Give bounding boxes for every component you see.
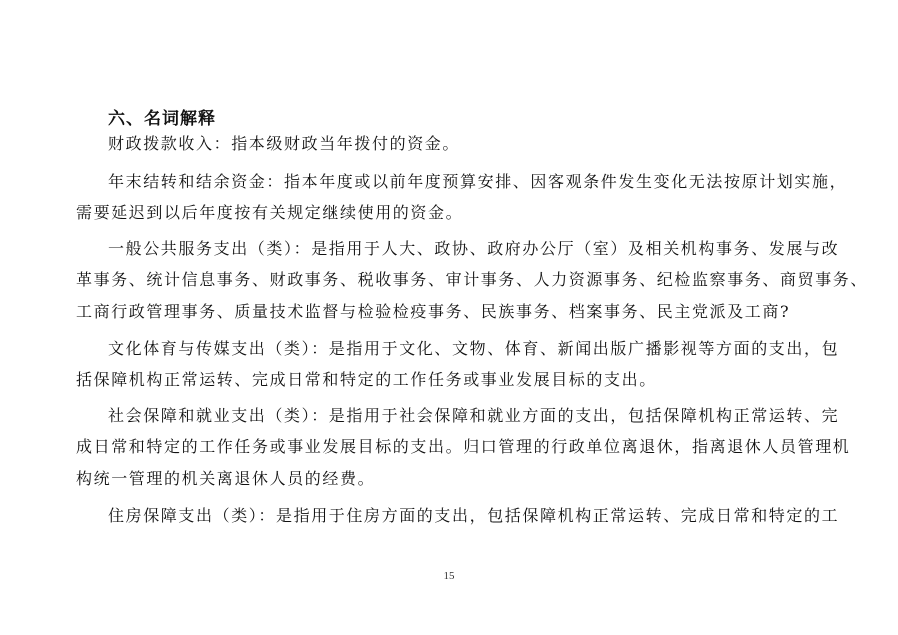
paragraph-line: 一般公共服务支出（类）：是指用于人大、政协、政府办公厅（室）及相关机构事务、发展与改 xyxy=(108,239,840,258)
paragraph-line: 成日常和特定的工作任务或事业发展目标的支出。归口管理的行政单位离退休，指离退休人员管理机 xyxy=(76,437,851,456)
paragraph-line: 括保障机构正常运转、完成日常和特定的工作任务或事业发展目标的支出。 xyxy=(76,370,657,389)
paragraph-line: 财政拨款收入：指本级财政当年拨付的资金。 xyxy=(108,134,461,153)
section-heading: 六、名词解释 xyxy=(108,109,216,129)
paragraph-line: 住房保障支出（类）：是指用于住房方面的支出，包括保障机构正常运转、完成日常和特定的工 xyxy=(108,506,840,525)
paragraph-line: 构统一管理的机关离退休人员的经费。 xyxy=(76,469,376,488)
paragraph-line: 革事务、统计信息事务、财政事务、税收事务、审计事务、人力资源事务、纪检监察事务、商贸事务、 xyxy=(76,270,869,289)
page-number: 15 xyxy=(443,570,455,582)
paragraph-line: 工商行政管理事务、质量技术监督与检验检疫事务、民族事务、档案事务、民主党派及工商? xyxy=(76,302,791,321)
paragraph-line: 需要延迟到以后年度按有关规定继续使用的资金。 xyxy=(76,203,464,222)
paragraph-line: 文化体育与传媒支出（类）：是指用于文化、文物、体育、新闻出版广播影视等方面的支出，包 xyxy=(108,339,840,358)
paragraph-line: 年末结转和结余资金：指本年度或以前年度预算安排、因客观条件发生变化无法按原计划实施， xyxy=(108,172,848,191)
paragraph-line: 社会保障和就业支出（类）：是指用于社会保障和就业方面的支出，包括保障机构正常运转、完 xyxy=(108,406,840,425)
